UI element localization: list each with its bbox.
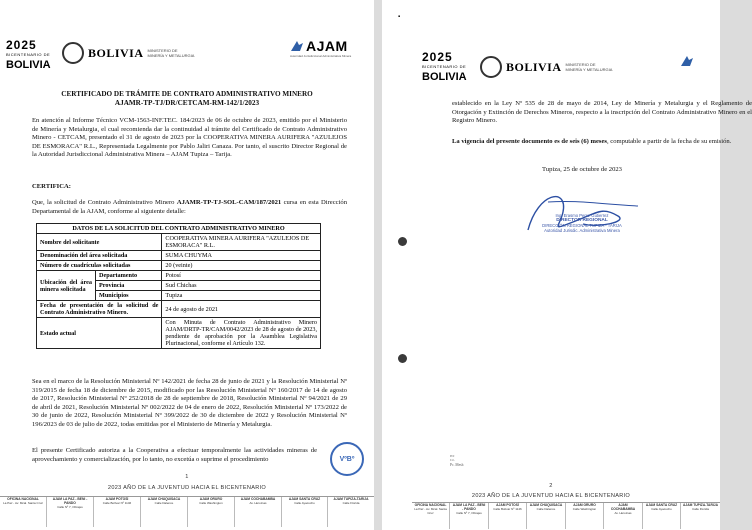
signer-name: Ing. Erasmo Perez Gutierrez xyxy=(555,213,609,218)
footer-office: AJAM ORURO Calle Washington xyxy=(188,497,235,527)
document-page-2 xyxy=(382,0,752,530)
place-date: Tupiza, 25 de octubre de 2023 xyxy=(542,166,622,173)
bicentenario-label: BICENTENARIO DE xyxy=(422,64,467,69)
ajam-bird-icon xyxy=(680,54,694,68)
footer-office: AJAM TUPIZA-TARIJA Calle Florida xyxy=(683,503,718,511)
bicentenario-label: BICENTENARIO DE xyxy=(6,52,51,57)
footer-office: AJAM POTOSÍ Calle Bolívar Nº 1146 xyxy=(489,503,527,529)
table-value-departamento: Potosí xyxy=(162,271,321,281)
footer-office: AJAM POTOSÍ Calle Bolívar Nº 1146 xyxy=(94,497,141,527)
table-value-denominacion: SUMA CHUYMA xyxy=(162,251,321,261)
ajam-logo xyxy=(290,38,352,58)
bicentenario-country: BOLIVIA xyxy=(6,59,51,71)
autoriza-paragraph: El presente Certificado autoriza a la Cooperativa a efectuar temporalmente las actividades mineras de aprovechamiento y comercialización, por lo tanto, no excetúa o suprime el procedimiento xyxy=(32,447,317,463)
coat-of-arms-icon xyxy=(480,56,502,78)
document-page-1 xyxy=(0,0,374,530)
footer-office: AJAM COCHABAMBA Av. Heroínas xyxy=(604,503,643,529)
reference-notes: rcc c.c. Pc. Mesh xyxy=(450,454,464,467)
footer-office: AJAM LA PAZ - BENI - PANDO Calle Nº 7, Obrajes xyxy=(450,503,489,529)
table-label-estado: Estado actual xyxy=(37,318,162,349)
ministry-line-1: MINISTERIO DE xyxy=(147,48,178,53)
table-value-municipios: Tupiza xyxy=(162,291,321,301)
table-header: DATOS DE LA SOLICITUD DEL CONTRATO ADMINISTRATIVO MINERO xyxy=(37,224,321,234)
footer-office: OFICINA NACIONAL La Paz - Av. Mcal. Santa Cruz xyxy=(0,497,47,527)
scan-mark: ▪ xyxy=(398,14,401,20)
ajam-wordmark: AJAM xyxy=(306,38,348,54)
footer-office: AJAM TUPIZA-TARIJA Calle Florida xyxy=(333,497,369,505)
bicentenario-logo xyxy=(6,40,51,70)
signer-org-2: Autoridad Jurisdic. Administrativa Minera xyxy=(544,228,620,233)
footer-office: OFICINA NACIONAL La Paz - Av. Mcal. Santa Cruz xyxy=(412,503,450,529)
footer-office: AJAM CHUQUISACA Calle Dalence xyxy=(141,497,188,527)
que-code: AJAMR-TP-TJ-SOL-CAM/187/2021 xyxy=(176,199,282,206)
page-number: 1 xyxy=(185,474,189,480)
ajam-logo xyxy=(680,54,694,68)
vigencia-paragraph xyxy=(452,138,752,147)
offices-footer xyxy=(412,502,720,529)
table-value-nombre: COOPERATIVA MINERA AURIFERA "AZULEJOS DE ESMORACA" R.L. xyxy=(162,234,321,251)
table-label-denominacion: Denominación del área solicitada xyxy=(37,251,162,261)
footer-office: AJAM ORURO Calle Washington xyxy=(566,503,604,529)
page-number: 2 xyxy=(549,483,553,489)
ministry-logo xyxy=(480,56,612,78)
table-label-municipios: Municipios xyxy=(96,291,162,301)
ajam-bird-icon xyxy=(290,39,304,53)
footer-office: AJAM SANTA CRUZ Calle Ayacucho xyxy=(643,503,681,529)
table-label-fecha: Fecha de presentación de la solicitud de Contrato Administrativo Minero. xyxy=(37,301,162,318)
intro-paragraph: En atención al Informe Técnico VCM-1563-INF.TEC. 184/2023 de 06 de octubre de 2023, emitido por el Ministerio de Minería y Metalurgia, el cual recomienda dar la continuidad al trámite del Certificado de Contrato Administrativo Minero - CETCAM, presentado el 31 de agosto de 2023 por la COOPERATIVA MINERA AURIFERA "AZULEJOS DE ESMORACA" R.L., Representada Legalmente por Pablo Jaliri Canaza. Por tanto, el suscrito Director Regional de la Autoridad Jurisdiccional Administrativa Minera – AJAM Tupiza – Tarija. xyxy=(32,117,347,159)
table-label-cuadriculas: Número de cuadrículas solicitadas xyxy=(37,261,162,271)
que-paragraph xyxy=(32,199,347,216)
ministry-line-2: MINERÍA Y METALURGIA xyxy=(147,53,195,58)
footer-office: AJAM SANTA CRUZ Calle Ayacucho xyxy=(282,497,328,527)
certificate-title: CERTIFICADO DE TRÁMITE DE CONTRATO ADMINISTRATIVO MINERO xyxy=(61,90,313,98)
ministry-line-2: MINERÍA Y METALURGIA xyxy=(565,67,613,72)
marco-paragraph: Sea en el marco de la Resolución Ministerial Nº 142/2021 de fecha 28 de junio de 2021 y la Resolución Ministerial Nº 319/2015 de fecha 18 de diciembre de 2015, modificado por las Resolución Ministerial Nº 160/2017 de 14 de agosto de 2017, Resolución Ministerial Nº 252/2018 de 28 de septiembre de 2018, Resolución Ministerial Nº 94/2021 de 29 de abril de 2021, Resolución Ministerial Nº 002/2022 de 04 de enero de 2022, Resolución Ministerial Nº 173/2022 de 30 de junio de 2022, Resolución Ministerial Nº 399/2022 de 30 de diciembre de 2022 y Resolución Ministerial Nº 196/2023 de 03 de julio de 2022, todas emitidas por el Ministerio de Minería y Metalurgia. xyxy=(32,378,347,428)
bicentenario-logo xyxy=(422,52,467,82)
table-label-provincia: Provincia xyxy=(96,281,162,291)
offices-footer xyxy=(0,496,374,527)
signature-block xyxy=(522,213,642,233)
ministry-logo xyxy=(62,42,194,64)
table-value-fecha: 24 de agosto de 2021 xyxy=(162,301,321,318)
footer-motto: 2023 AÑO DE LA JUVENTUD HACIA EL BICENTENARIO xyxy=(471,493,631,499)
table-label-departamento: Departamento xyxy=(96,271,162,281)
punch-hole xyxy=(398,237,407,246)
footer-office: AJAM LA PAZ - BENI - PANDO Calle Nº 7, Obrajes xyxy=(47,497,94,527)
bicentenario-year: 2025 xyxy=(422,50,453,64)
que-prefix: Que, la solicitud de Contrato Administrativo Minero xyxy=(32,199,177,206)
signer-org-1: DIRECCIÓN REGIONAL TUPIZA - TARIJA xyxy=(542,223,622,228)
table-value-provincia: Sud Chichas xyxy=(162,281,321,291)
table-label-nombre: Nombre del solicitante xyxy=(37,234,162,251)
coat-of-arms-icon xyxy=(62,42,84,64)
signature-scribble xyxy=(508,182,658,242)
table-value-cuadriculas: 20 (veinte) xyxy=(162,261,321,271)
bicentenario-year: 2025 xyxy=(6,38,37,52)
bicentenario-country: BOLIVIA xyxy=(422,71,467,83)
table-label-ubicacion: Ubicación del área minera solicitada xyxy=(37,271,96,301)
certifica-heading: CERTIFICA: xyxy=(32,183,71,190)
ministry-line-1: MINISTERIO DE xyxy=(565,62,596,67)
table-value-estado: Con Minuta de Contrato Administrativo Minero AJAM/DRTP-TR/CAM/0042/2023 de 28 de agosto de 2023, pendiente de aprobación por la Asamblea Legislativa Plurinacional, conforme el Artículo 132. xyxy=(162,318,321,349)
bolivia-wordmark: BOLIVIA xyxy=(88,45,144,60)
request-data-table xyxy=(36,223,321,349)
vigencia-rest: , computable a partir de la fecha de su emisión. xyxy=(607,138,732,145)
ajam-subtitle: Autoridad Jurisdiccional Administrativa Minera xyxy=(290,54,352,58)
punch-hole xyxy=(398,354,407,363)
vigencia-bold: La vigencia del presente documento es de seis (6) meses xyxy=(452,138,607,145)
continuation-paragraph: establecido en la Ley Nº 535 de 28 de mayo de 2014, Ley de Minería y Metalurgia y el Reglamento de Otorgación y Extinción de Derechos Mineros, respecto a la inscripción del Contrato Administrativo Minero en el Registro Minero. xyxy=(452,100,752,125)
signer-role: DIRECTOR REGIONAL xyxy=(556,218,608,223)
footer-motto: 2023 AÑO DE LA JUVENTUD HACIA EL BICENTENARIO xyxy=(107,485,267,491)
stamp-text: VºBº xyxy=(339,455,355,463)
bolivia-wordmark: BOLIVIA xyxy=(506,59,562,74)
certificate-code: AJAMR-TP-TJ/DR/CETCAM-RM-142/1/2023 xyxy=(114,99,260,107)
footer-office: AJAM COCHABAMBA Av. Heroínas xyxy=(235,497,282,527)
approval-stamp xyxy=(330,442,364,476)
que-suffix: cursa en esta Dirección Departamental de la AJAM, conforme al siguiente detalle: xyxy=(32,199,347,215)
footer-office: AJAM CHUQUISACA Calle Dalence xyxy=(527,503,566,529)
